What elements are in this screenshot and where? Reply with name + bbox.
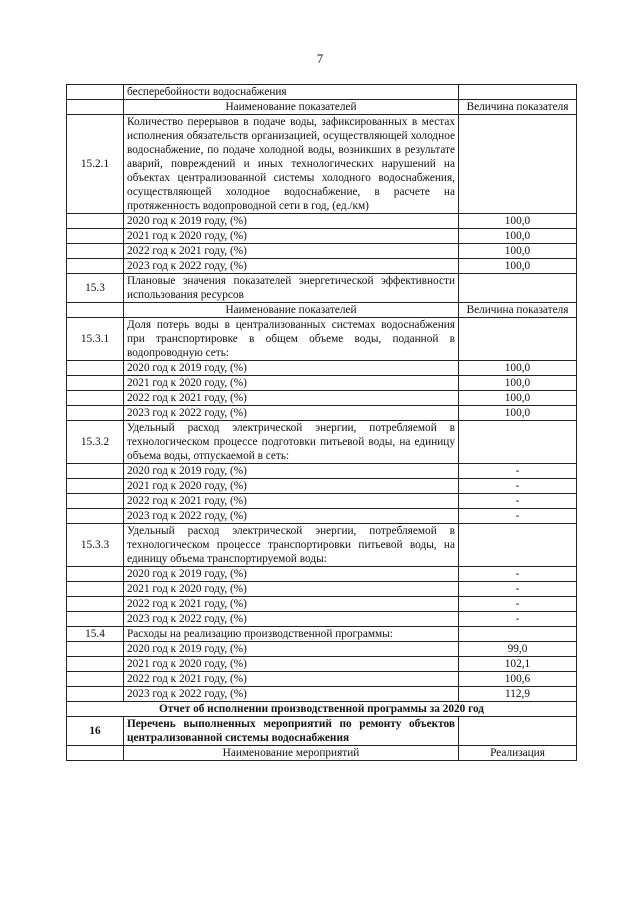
indicator-value [459, 717, 577, 746]
row-number [67, 746, 124, 761]
row-number [67, 303, 124, 318]
indicator-value: - [459, 612, 577, 627]
table-row [67, 259, 577, 274]
table-row [67, 582, 577, 597]
indicator-value [459, 318, 577, 361]
column-header-value: Реализация [459, 746, 577, 761]
table-row [67, 524, 577, 567]
indicator-name: Количество перерывов в подаче воды, зафиксированных в местах исполнения обязательств организацией, осуществляющей холодное водоснабжение, по подаче холодной воды, возникших в результате аварий, повреждений и иных технологических нарушений на объектах централизованной системы холодного водоснабжения, осуществляющей холодное водоснабжение, в расчете на протяженность водопроводной сети в год, (ед./км) [124, 115, 459, 214]
indicator-name: 2022 год к 2021 году, (%) [124, 672, 459, 687]
indicator-value: - [459, 479, 577, 494]
page-number: 7 [316, 52, 324, 66]
row-number: 15.4 [67, 627, 124, 642]
indicator-value: - [459, 597, 577, 612]
row-number [67, 259, 124, 274]
indicator-name: 2021 год к 2020 году, (%) [124, 376, 459, 391]
table-row [67, 567, 577, 582]
indicator-value: - [459, 464, 577, 479]
column-header-name: Наименование мероприятий [124, 746, 459, 761]
indicator-name: Плановые значения показателей энергетической эффективности использования ресурсов [124, 274, 459, 303]
table-row [67, 746, 577, 761]
indicator-value: 99,0 [459, 642, 577, 657]
table-row [67, 361, 577, 376]
indicator-value: 112,9 [459, 687, 577, 702]
indicators-table [66, 84, 577, 761]
row-number [67, 509, 124, 524]
row-number [67, 597, 124, 612]
row-number: 15.3.1 [67, 318, 124, 361]
table-row [67, 612, 577, 627]
row-number: 15.2.1 [67, 115, 124, 214]
row-number [67, 361, 124, 376]
row-number [67, 494, 124, 509]
row-number [67, 376, 124, 391]
indicator-value [459, 115, 577, 214]
indicator-value: 100,0 [459, 259, 577, 274]
indicator-name: 2022 год к 2021 году, (%) [124, 597, 459, 612]
indicator-value: 100,0 [459, 406, 577, 421]
table-row [67, 702, 577, 717]
table-row [67, 479, 577, 494]
row-number [67, 214, 124, 229]
indicator-name: Удельный расход электрической энергии, потребляемой в технологическом процессе транспортировки питьевой воды, на единицу объема транспортируемой воды: [124, 524, 459, 567]
indicator-name: Доля потерь воды в централизованных системах водоснабжения при транспортировке в общем объеме воды, поданной в водопроводную сеть: [124, 318, 459, 361]
row-number: 15.3.3 [67, 524, 124, 567]
indicator-name: 2022 год к 2021 году, (%) [124, 391, 459, 406]
report-title: Отчет об исполнении производственной программы за 2020 год [67, 702, 577, 717]
column-header-value: Величина показателя [459, 303, 577, 318]
indicator-name: Расходы на реализацию производственной программы: [124, 627, 459, 642]
indicator-name: 2021 год к 2020 году, (%) [124, 582, 459, 597]
table-row [67, 303, 577, 318]
row-number [67, 642, 124, 657]
row-number [67, 406, 124, 421]
indicator-value: - [459, 582, 577, 597]
indicator-name: 2021 год к 2020 году, (%) [124, 229, 459, 244]
row-number [67, 85, 124, 100]
indicator-name: 2023 год к 2022 году, (%) [124, 509, 459, 524]
indicator-value: - [459, 509, 577, 524]
indicator-value: 100,0 [459, 229, 577, 244]
indicator-name: 2023 год к 2022 году, (%) [124, 687, 459, 702]
indicator-name: 2021 год к 2020 году, (%) [124, 657, 459, 672]
table-row [67, 391, 577, 406]
row-number [67, 687, 124, 702]
indicator-name: Перечень выполненных мероприятий по ремонту объектов централизованной системы водоснабжения [124, 717, 459, 746]
row-number [67, 672, 124, 687]
indicator-name: 2022 год к 2021 году, (%) [124, 494, 459, 509]
row-number [67, 100, 124, 115]
row-number [67, 479, 124, 494]
indicator-name: 2020 год к 2019 году, (%) [124, 214, 459, 229]
row-number [67, 391, 124, 406]
table-row [67, 100, 577, 115]
table-row [67, 597, 577, 612]
indicator-value [459, 627, 577, 642]
table-row [67, 318, 577, 361]
indicator-value: 100,0 [459, 214, 577, 229]
table-row [67, 115, 577, 214]
indicator-value [459, 524, 577, 567]
table-row [67, 406, 577, 421]
indicator-name: 2023 год к 2022 году, (%) [124, 612, 459, 627]
indicator-name: Удельный расход электрической энергии, потребляемой в технологическом процессе подготовки питьевой воды, на единицу объема воды, отпускаемой в сеть: [124, 421, 459, 464]
indicator-value: - [459, 567, 577, 582]
row-number [67, 229, 124, 244]
row-number: 15.3 [67, 274, 124, 303]
indicator-value: - [459, 494, 577, 509]
indicator-value: 100,0 [459, 376, 577, 391]
row-number [67, 612, 124, 627]
table-row [67, 421, 577, 464]
indicator-value [459, 274, 577, 303]
indicator-value [459, 85, 577, 100]
indicator-name: 2022 год к 2021 году, (%) [124, 244, 459, 259]
indicator-value: 100,0 [459, 244, 577, 259]
table-row [67, 672, 577, 687]
column-header-value: Величина показателя [459, 100, 577, 115]
indicator-value: 102,1 [459, 657, 577, 672]
column-header-name: Наименование показателей [124, 303, 459, 318]
row-number: 16 [67, 717, 124, 746]
row-number [67, 657, 124, 672]
column-header-name: Наименование показателей [124, 100, 459, 115]
indicator-value: 100,0 [459, 361, 577, 376]
indicator-value: 100,0 [459, 391, 577, 406]
table-row [67, 687, 577, 702]
table-row [67, 494, 577, 509]
table-row [67, 509, 577, 524]
table-row [67, 85, 577, 100]
row-number [67, 567, 124, 582]
table-row [67, 214, 577, 229]
table-row [67, 642, 577, 657]
table-row [67, 244, 577, 259]
table-row [67, 717, 577, 746]
row-number [67, 244, 124, 259]
table-row [67, 376, 577, 391]
indicator-name: 2021 год к 2020 году, (%) [124, 479, 459, 494]
indicator-name: 2020 год к 2019 году, (%) [124, 464, 459, 479]
indicator-value [459, 421, 577, 464]
table-row [67, 229, 577, 244]
indicator-name: 2020 год к 2019 году, (%) [124, 361, 459, 376]
row-number: 15.3.2 [67, 421, 124, 464]
indicator-name: 2023 год к 2022 году, (%) [124, 406, 459, 421]
row-number [67, 582, 124, 597]
indicator-name: 2020 год к 2019 году, (%) [124, 642, 459, 657]
table-row [67, 657, 577, 672]
table-row [67, 627, 577, 642]
indicator-name: бесперебойности водоснабжения [124, 85, 459, 100]
table-row [67, 464, 577, 479]
table-row [67, 274, 577, 303]
row-number [67, 464, 124, 479]
indicator-name: 2023 год к 2022 году, (%) [124, 259, 459, 274]
indicator-name: 2020 год к 2019 году, (%) [124, 567, 459, 582]
indicator-value: 100,6 [459, 672, 577, 687]
